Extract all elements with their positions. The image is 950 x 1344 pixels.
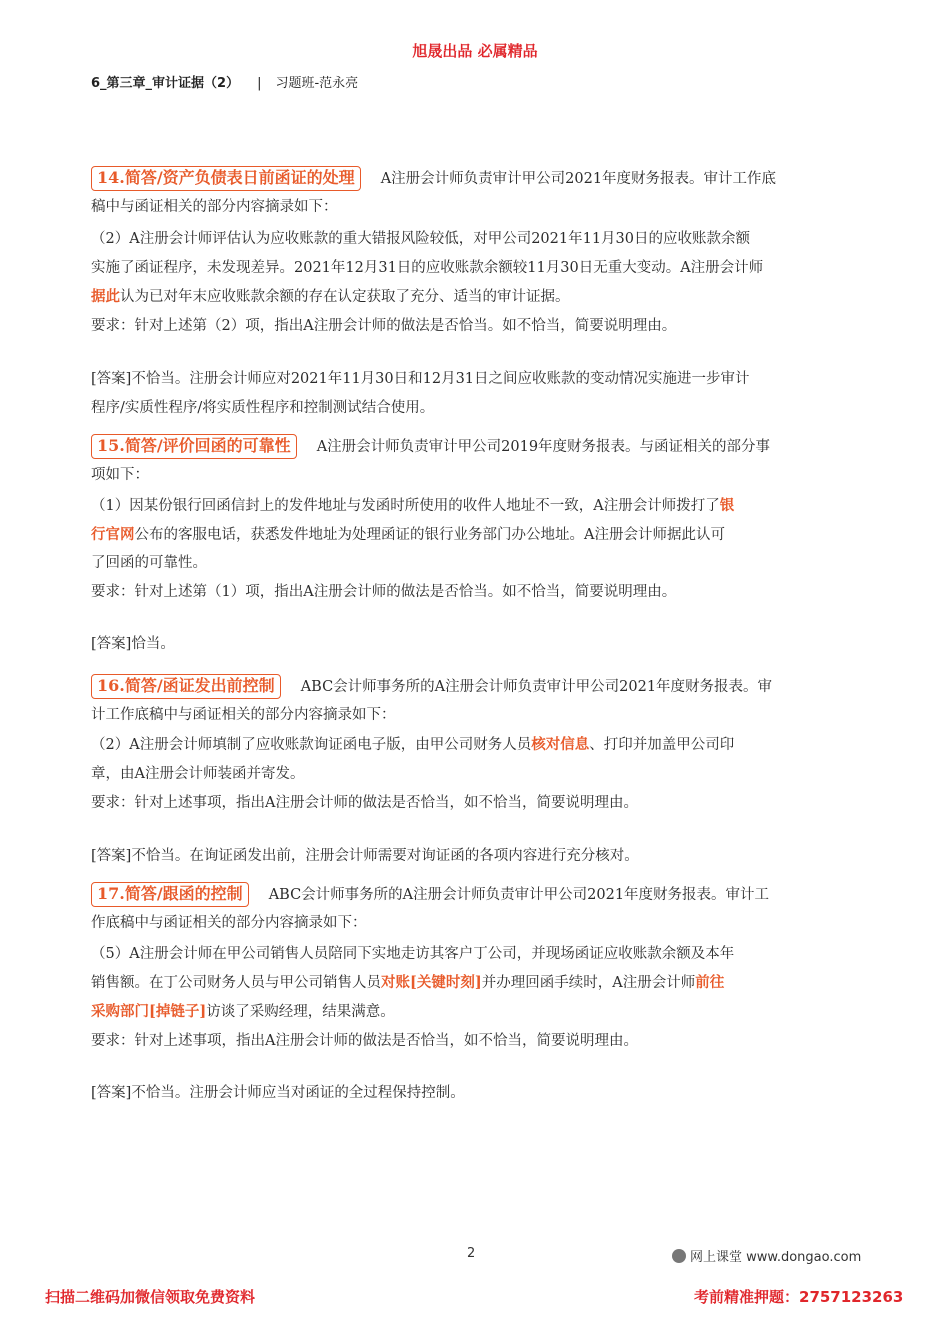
q16-heading [91, 674, 861, 699]
q14-heading [91, 166, 861, 191]
q15-body-2 [91, 525, 861, 545]
q16-intro-2: 计工作底稿中与函证相关的部分内容摘录如下： [91, 707, 396, 723]
promo-right: 考前精准押题：2757123263 [694, 1288, 904, 1306]
q15-requirement: 要求：针对上述第（1）项，指出A注册会计师的做法是否恰当。如不恰当，简要说明理由。 [91, 584, 677, 600]
q14-answer-2: 程序/实质性程序/将实质性程序和控制测试结合使用。 [91, 400, 435, 416]
header-separator: | [257, 76, 262, 91]
q14-body-3-text: 认为已对年末应收账款余额的存在认定获取了充分、适当的审计证据。 [120, 289, 570, 305]
q14-tag: 14.简答/资产负债表日前函证的处理 [91, 166, 361, 191]
q15-heading [91, 434, 861, 459]
q17-body-1: （5）A注册会计师在甲公司销售人员陪同下实地走访其客户丁公司，并现场函证应收账款余额及本年 [91, 946, 735, 962]
q14-highlight: 据此 [91, 288, 120, 305]
footer-brand [672, 1246, 861, 1265]
q15-body-2-text: 公布的客服电话，获悉发件地址为处理函证的银行业务部门办公地址。A注册会计师据此认可 [134, 527, 725, 543]
q17-body-2 [91, 973, 861, 993]
q17-heading [91, 882, 861, 907]
q14-body-2: 实施了函证程序，未发现差异。2021年12月31日的应收账款余额较11月30日无重大变动。A注册会计师 [91, 260, 764, 276]
q14-intro-2: 稿中与函证相关的部分内容摘录如下： [91, 199, 338, 215]
q17-highlight-2: 前往 [695, 974, 725, 991]
q17-body-2-text-a: 销售额。在丁公司财务人员与甲公司销售人员 [91, 975, 381, 991]
brand-logo-icon [672, 1249, 686, 1263]
q15-answer: [答案]恰当。 [91, 636, 175, 652]
q17-intro-1: ABC会计师事务所的A注册会计师负责审计甲公司2021年度财务报表。审计工 [268, 887, 770, 903]
q16-body-1-text-b: 、打印并加盖甲公司印 [589, 737, 735, 753]
footer-brand-text: 网上课堂 www.dongao.com [690, 1250, 862, 1265]
q16-tag: 16.简答/函证发出前控制 [91, 674, 281, 699]
q14-answer-1: [答案]不恰当。注册会计师应对2021年11月30日和12月31日之间应收账款的变动情况实施进一步审计 [91, 371, 750, 387]
q16-body-1-text-a: （2）A注册会计师填制了应收账款询证函电子版，由甲公司财务人员 [91, 737, 532, 753]
q17-tag: 17.简答/跟函的控制 [91, 882, 249, 907]
page-number: 2 [467, 1246, 476, 1261]
q17-requirement: 要求：针对上述事项，指出A注册会计师的做法是否恰当，如不恰当，简要说明理由。 [91, 1033, 638, 1049]
q16-body-1 [91, 735, 861, 755]
q14-requirement: 要求：针对上述第（2）项，指出A注册会计师的做法是否恰当。如不恰当，简要说明理由。 [91, 318, 677, 334]
q17-answer: [答案]不恰当。注册会计师应当对函证的全过程保持控制。 [91, 1085, 465, 1101]
q16-requirement: 要求：针对上述事项，指出A注册会计师的做法是否恰当，如不恰当，简要说明理由。 [91, 795, 638, 811]
q17-body-3-text: 访谈了采购经理，结果满意。 [206, 1004, 395, 1020]
q16-highlight: 核对信息 [531, 736, 590, 753]
page-header [91, 72, 358, 91]
q17-highlight-1: 对账[关键时刻] [381, 974, 482, 991]
chapter-title: 6_第三章_审计证据（2） [91, 76, 240, 91]
q17-body-2-text-b: 并办理回函手续时，A注册会计师 [481, 975, 696, 991]
q14-intro-1: A注册会计师负责审计甲公司2021年度财务报表。审计工作底 [380, 171, 777, 187]
q17-highlight-3: 采购部门[掉链子] [91, 1003, 207, 1020]
q17-body-3 [91, 1002, 861, 1022]
q17-intro-2: 作底稿中与函证相关的部分内容摘录如下： [91, 915, 367, 931]
q15-highlight-2: 行官网 [91, 526, 135, 543]
q16-answer: [答案]不恰当。在询证函发出前，注册会计师需要对询证函的各项内容进行充分核对。 [91, 848, 639, 864]
q15-body-1 [91, 496, 861, 516]
q14-body-3 [91, 287, 861, 307]
q15-highlight-1: 银 [719, 497, 735, 514]
q16-intro-1: ABC会计师事务所的A注册会计师负责审计甲公司2021年度财务报表。审 [300, 679, 773, 695]
q15-body-1-text: （1）因某份银行回函信封上的发件地址与发函时所使用的收件人地址不一致，A注册会计师拨打了 [91, 498, 720, 514]
top-banner: 旭晟出品 必属精品 [412, 42, 538, 60]
q15-tag: 15.简答/评价回函的可靠性 [91, 434, 297, 459]
course-title: 习题班-范永亮 [275, 76, 359, 91]
q15-intro-2: 项如下： [91, 467, 149, 483]
q16-body-2: 章，由A注册会计师装函并寄发。 [91, 766, 305, 782]
q15-intro-1: A注册会计师负责审计甲公司2019年度财务报表。与函证相关的部分事 [316, 439, 771, 455]
q15-body-3: 了回函的可靠性。 [91, 555, 207, 571]
promo-left: 扫描二维码加微信领取免费资料 [45, 1288, 256, 1306]
q14-body-1: （2）A注册会计师评估认为应收账款的重大错报风险较低，对甲公司2021年11月30日的应收账款余额 [91, 231, 750, 247]
